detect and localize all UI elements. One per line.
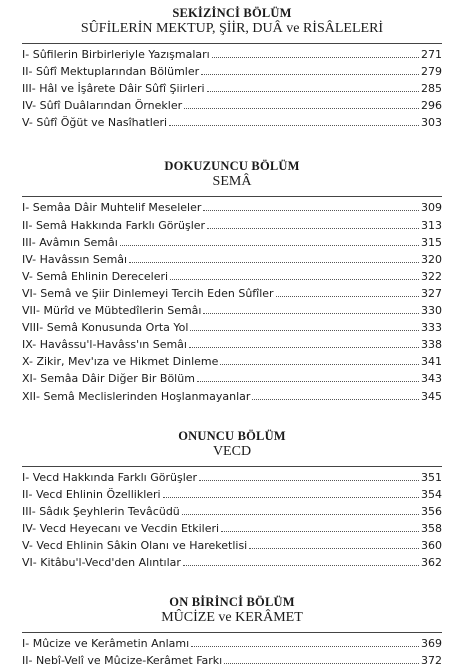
entry-title: IV- Vecd Heyecanı ve Vecdin Etkileri (22, 521, 220, 535)
toc-entry[interactable] (22, 522, 442, 539)
entry-title: III- Hâl ve İşârete Dâir Sûfî Şiirleri (22, 82, 205, 96)
entry-page: 341 (421, 355, 442, 369)
entry-page: 327 (421, 286, 442, 300)
entry-page: 333 (421, 321, 442, 335)
toc-entry[interactable] (22, 390, 442, 407)
section-on-birinci (0, 595, 464, 671)
chapter-subtitle: VECD (212, 443, 252, 459)
dot-leader (169, 125, 419, 126)
toc-entry[interactable] (22, 654, 442, 671)
entry-page: 345 (421, 389, 442, 403)
entry-page: 358 (421, 521, 442, 535)
toc-entry[interactable] (22, 99, 442, 116)
entry-page: 330 (421, 304, 442, 318)
section-dokuzuncu (0, 159, 464, 406)
toc-entry[interactable] (22, 539, 442, 556)
entry-title: II- Sûfî Mektuplarından Bölümler (22, 65, 200, 79)
entry-title: V- Semâ Ehlinin Dereceleri (22, 269, 169, 283)
dot-leader (199, 480, 419, 481)
entry-list (22, 466, 442, 574)
toc-entry[interactable] (22, 65, 442, 82)
chapter-title: ON BİRİNCİ BÖLÜM (169, 595, 295, 610)
entry-page: 338 (421, 338, 442, 352)
chapter-title: DOKUZUNCU BÖLÜM (164, 159, 300, 174)
dot-leader (207, 228, 419, 229)
entry-title: I- Semâa Dâir Muhtelif Meseleler (22, 201, 202, 215)
entry-title: I- Sûfilerin Birbirleriyle Yazışmaları (22, 48, 210, 61)
entry-page: 322 (421, 269, 442, 283)
dot-leader (201, 74, 419, 75)
toc-entry[interactable] (22, 355, 442, 372)
entry-page: 303 (421, 116, 442, 130)
dot-leader (183, 565, 419, 566)
toc-entry[interactable] (22, 488, 442, 505)
entry-title: XI- Semâa Dâir Diğer Bir Bölüm (22, 372, 195, 386)
dot-leader (207, 91, 419, 92)
toc-entry[interactable] (22, 304, 442, 321)
toc-entry[interactable] (22, 471, 442, 488)
toc-entry[interactable] (22, 372, 442, 389)
entry-page: 362 (421, 556, 442, 570)
entry-title: II- Semâ Hakkında Farklı Görüşler (22, 218, 206, 232)
entry-page: 320 (421, 252, 442, 266)
dot-leader (191, 646, 419, 647)
entry-page: 343 (421, 372, 442, 386)
section-sekizinci (0, 6, 464, 133)
toc-entry[interactable] (22, 236, 442, 253)
entry-title: VIII- Semâ Konusunda Orta Yol (22, 321, 189, 335)
entry-title: X- Zikir, Mev'ıza ve Hikmet Dinleme (22, 355, 219, 369)
dot-leader (163, 497, 419, 498)
dot-leader (249, 548, 419, 549)
entry-title: VII- Mürîd ve Mübtedîlerin Semâı (22, 304, 202, 318)
entry-title: I- Vecd Hakkında Farklı Görüşler (22, 470, 198, 484)
chapter-subtitle: SÛFİLERİN MEKTUP, ŞİİR, DUÂ ve RİSÂLELERİ (80, 21, 384, 36)
toc-entry[interactable] (22, 321, 442, 338)
entry-page: 351 (421, 470, 442, 484)
toc-entry[interactable] (22, 253, 442, 270)
toc-entry[interactable] (22, 116, 442, 133)
dot-leader (252, 399, 419, 400)
chapter-title: SEKİZİNCİ BÖLÜM (172, 6, 292, 20)
entry-list (22, 632, 442, 671)
entry-list (22, 43, 442, 133)
toc-entry[interactable] (22, 338, 442, 355)
entry-page: 279 (421, 65, 442, 79)
toc-entry[interactable] (22, 48, 442, 65)
dot-leader (203, 313, 419, 314)
toc-entry[interactable] (22, 637, 442, 654)
entry-title: VI- Kitâbu'l-Vecd'den Alıntılar (22, 556, 181, 570)
dot-leader (212, 57, 419, 58)
dot-leader (170, 279, 419, 280)
entry-title: IV- Sûfî Duâlarından Örnekler (22, 99, 183, 113)
dot-leader (120, 245, 419, 246)
toc-entry[interactable] (22, 82, 442, 99)
entry-title: II- Nebî-Velî ve Mûcize-Kerâmet Farkı (22, 654, 223, 668)
entry-page: 372 (421, 654, 442, 668)
entry-page: 354 (421, 487, 442, 501)
dot-leader (189, 347, 419, 348)
entry-page: 360 (421, 538, 442, 552)
toc-entry[interactable] (22, 556, 442, 573)
entry-page: 285 (421, 82, 442, 96)
dot-leader (220, 364, 419, 365)
toc-entry[interactable] (22, 201, 442, 218)
entry-title: IX- Havâssu'l-Havâss'ın Semâı (22, 338, 187, 352)
table-of-contents (0, 6, 464, 671)
dot-leader (182, 514, 419, 515)
dot-leader (224, 663, 419, 664)
entry-title: III- Sâdık Şeyhlerin Tevâcüdü (22, 504, 180, 518)
toc-entry[interactable] (22, 505, 442, 522)
dot-leader (190, 330, 419, 331)
toc-entry[interactable] (22, 270, 442, 287)
chapter-subtitle: MÛCİZE ve KERÂMET (161, 610, 303, 626)
entry-title: VI- Semâ ve Şiir Dinlemeyi Tercih Eden Sûfîler (22, 286, 274, 300)
entry-page: 356 (421, 504, 442, 518)
entry-title: XII- Semâ Meclislerinden Hoşlanmayanlar (22, 389, 251, 403)
toc-entry[interactable] (22, 287, 442, 304)
entry-page: 315 (421, 235, 442, 249)
entry-title: V- Vecd Ehlinin Sâkin Olanı ve Hareketlisi (22, 538, 248, 552)
entry-list (22, 196, 442, 406)
dot-leader (221, 531, 419, 532)
dot-leader (203, 210, 419, 211)
entry-page: 369 (421, 637, 442, 651)
entry-page: 271 (421, 48, 442, 61)
entry-page: 296 (421, 99, 442, 113)
entry-title: V- Sûfî Öğüt ve Nasîhatleri (22, 116, 168, 130)
entry-title: II- Vecd Ehlinin Özellikleri (22, 487, 161, 501)
dot-leader (197, 381, 419, 382)
entry-page: 309 (421, 201, 442, 215)
dot-leader (129, 262, 419, 263)
toc-entry[interactable] (22, 219, 442, 236)
chapter-subtitle: SEMÂ (212, 174, 252, 190)
entry-page: 313 (421, 218, 442, 232)
dot-leader (276, 296, 419, 297)
dot-leader (184, 108, 419, 109)
entry-title: III- Avâmın Semâı (22, 235, 118, 249)
entry-title: I- Mûcize ve Kerâmetin Anlamı (22, 637, 190, 651)
entry-title: IV- Havâssın Semâı (22, 252, 128, 266)
chapter-title: ONUNCU BÖLÜM (178, 428, 286, 443)
section-onuncu (0, 429, 464, 574)
